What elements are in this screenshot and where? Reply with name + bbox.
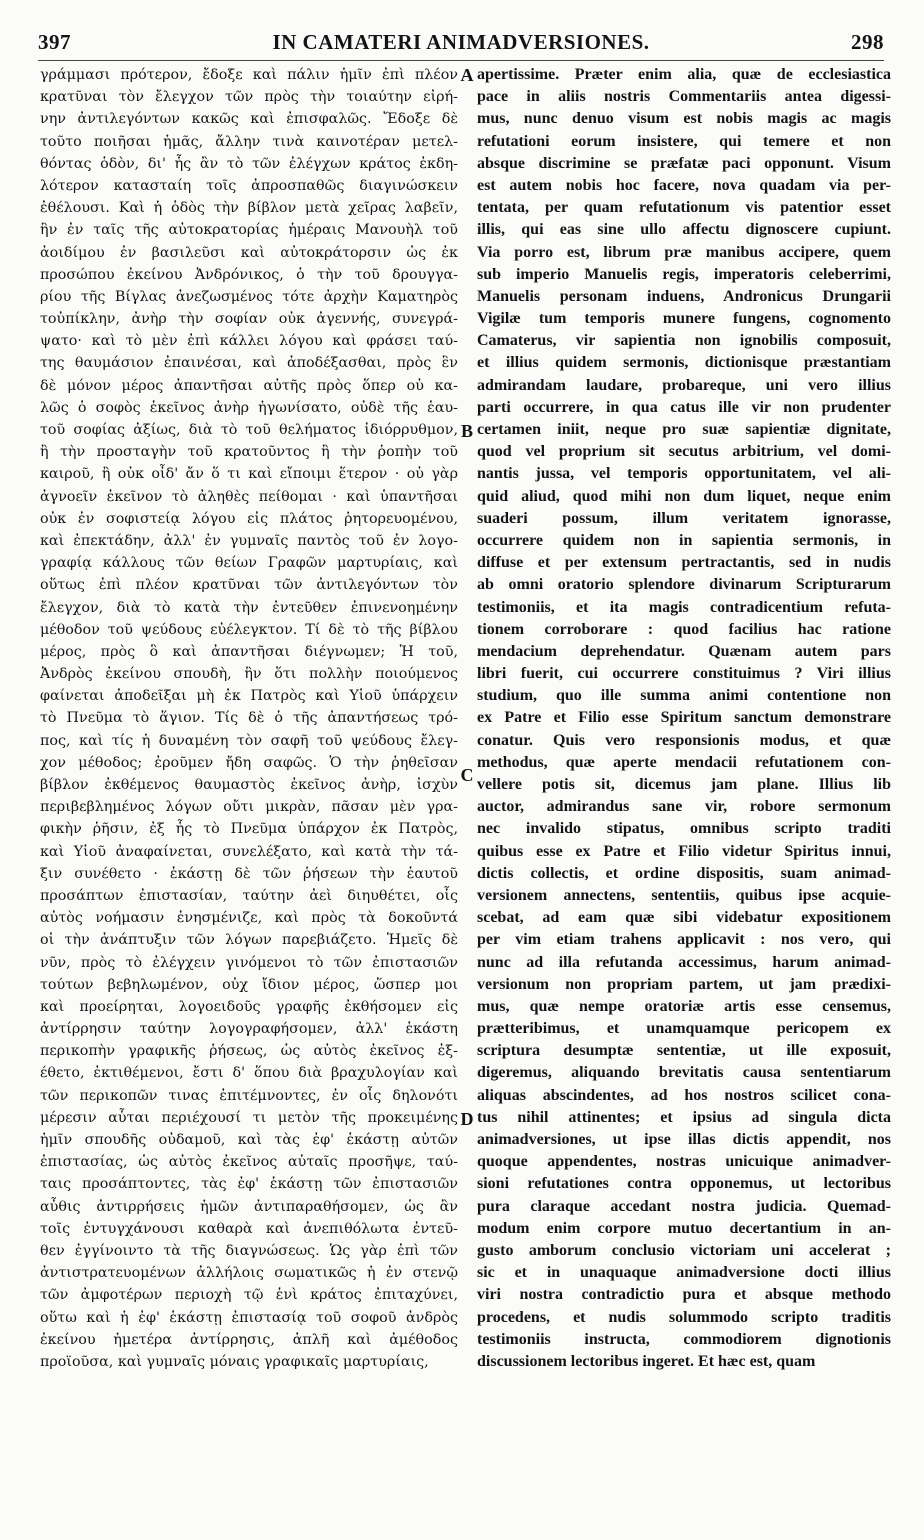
text-line: περικοπὴν γραφικῆς ῥήσεως, ὡς αὐτὸς ἐκεῖνος ἐξ- <box>40 1043 458 1060</box>
text-line: viri nostra contradictio pura et absque methodo <box>477 1286 891 1304</box>
text-line: Camaterus, vir sapientia non ignobilis composuit, <box>477 332 891 350</box>
text-line: mus, nunc denuo visum est nobis magis ac magis <box>477 110 891 128</box>
text-line: suaderi possum, illum veritatem ignorasse, <box>477 509 891 527</box>
text-line: γραφίᾳ κάλλους τῶν θείων Γραφῶν μαρτυρίαις, καὶ <box>40 555 458 572</box>
page-number-left: 397 <box>38 30 71 54</box>
text-line: parti occurrere, in qua catus ille vir non prudenter <box>477 398 891 416</box>
text-line: τοῖς ἐντυγχάνουσι καθαρὰ καὶ ἀνεπιθόλωτα ἐντεῦ- <box>40 1220 458 1237</box>
text-line: per vim etiam trahens applicavit : nos vero, qui <box>477 931 891 949</box>
text-line: βίβλον ἐκθέμενος θαυμαστὸς ἐκεῖνος ἀνὴρ, ἰσχὺν <box>40 777 458 793</box>
text-line: θόντας ὁδὸν, δι' ἧς ἂν τὸ τῶν ἐλέγχων κράτος ἐκδη- <box>40 155 458 172</box>
text-line: κρατῦναι τὸν ἔλεγχον τῶν πρὸς τὴν τοιαύτην εἰρή- <box>40 89 458 106</box>
page-number-right: 298 <box>851 30 884 54</box>
text-line: aliquas abscindentes, ad hos nostros scilicet cona- <box>477 1086 891 1104</box>
text-line: μέρεσιν αὗται περιέχουσί τι μετὸν τῆς προκειμένης <box>40 1109 458 1126</box>
text-line: discussionem lectoribus ingeret. Et hæc est, quam <box>477 1352 816 1370</box>
text-line: χον μέθοδος; ἐροῦμεν ἤδη σαφῶς. Ὁ τὴν ῥηθεῖσαν <box>40 754 458 771</box>
text-line: conatur. Quis vero responsionis modus, et quæ <box>477 731 891 749</box>
text-line: τῶν περικοπῶν τινας ἐπιτέμνοντες, ἐν οἷς δηλονότι <box>40 1087 458 1104</box>
text-line: της θαυμάσιον ἐπαινέσαι, καὶ ἀποδέξασθαι, πρὸς ἓν <box>40 355 458 372</box>
text-line: ξιν συνέθετο · ἑκάστῃ δὲ τῶν ῥήσεων τὴν ἑαυτοῦ <box>40 865 458 882</box>
text-line: methodus, quæ aperte mendacii refutationem con- <box>477 753 891 771</box>
text-line: nec invalido stipatus, omnibus scripto traditi <box>477 820 891 838</box>
text-line: est autem nobis hoc facere, nova quadam via per- <box>477 176 891 194</box>
text-line: τοῦ σοφίας ἀξίως, διὰ τὸ τοῦ θελήματος ἰδιόρρυθμον, <box>40 422 458 438</box>
text-line: τούτων βεβηλωμένον, οὐχ ἴδιον μέρος, ὥσπερ μοι <box>40 976 458 993</box>
text-line: ταις προσάπτοντες, τὰς ἐφ' ἑκάστῃ τῶν ἐπιστασιῶν <box>40 1176 458 1193</box>
text-line: ἐκείνου ἡμετέρα ἀντίρρησις, ἁπλῆ καὶ ἀμέθοδος <box>40 1331 458 1348</box>
margin-marker-c: C <box>460 765 474 785</box>
text-line: ἡμῖν σπουδῆς οὐδαμοῦ, καὶ τὰς ἐφ' ἑκάστῃ αὐτῶν <box>40 1132 458 1148</box>
text-line: mus, quæ nempe oratoriæ artis esse censemus, <box>477 997 891 1015</box>
text-line: studium, quo ille summa animi contentione non <box>477 687 891 705</box>
text-line: quibus esse ex Patre et Filio videtur Spiritus innui, <box>477 842 891 860</box>
text-line: ἀγνοεῖν ἐκεῖνον τὸ ἀληθὲς πείθομαι · καὶ ὑπαντῆσαι <box>40 488 458 505</box>
text-line: absque discrimine se præfatæ paci opponunt. Visum <box>477 154 891 172</box>
text-line: sic et in unaquaque animadversione docti illius <box>477 1264 891 1282</box>
text-line: μέθοδον τοῦ ψεύδους εὐέλεγκτον. Τί δὲ τὸ τῆς βίβλου <box>40 621 458 638</box>
text-line: λῶς ὁ σοφὸς ἐκεῖνος ἀνὴρ ἠγωνίσατο, οὐδὲ τῆς ἑαυ- <box>40 399 458 416</box>
text-line: φικὴν ῥῆσιν, ἐξ ἧς τὸ Πνεῦμα ὑπάρχον ἐκ Πατρὸς, <box>40 821 458 838</box>
text-line: gusto amborum conclusio victoriam uni accelerat ; <box>477 1241 891 1259</box>
text-line: apertissime. Præter enim alia, quæ de ecclesiastica <box>477 66 891 83</box>
text-line: πος, καὶ τίς ἡ δυναμένη τὸν σαφῆ τοῦ ψεύδους ἔλεγ- <box>40 732 458 749</box>
text-line: certamen iniit, neque pro suæ sapientiæ dignitate, <box>477 421 891 438</box>
text-line: θεν ἐγγίνοιντο τὰ τῆς διαγνώσεως. Ὡς γὰρ ἐπὶ τῶν <box>40 1242 458 1259</box>
text-line: καὶ προείρηται, λογοειδοῦς γραφῆς ἐκθήσομεν εἰς <box>40 998 458 1015</box>
running-header <box>38 30 884 60</box>
text-line: έθετο, ἐκτιθέμενοι, ἔστι δ' ὅπου διὰ βραχυλογίαν καὶ <box>40 1065 458 1082</box>
text-line: Ἀνδρὸς ἐκείνου σπουδὴ, ἣν ὅτι πολλὴν ποιούμενος <box>40 666 458 683</box>
text-line: προσάπτων ἐπιστασίαν, ταύτην ἀεὶ διηυθέτει, οἷς <box>40 887 458 904</box>
text-line: οὐκ ἐν σοφιστείᾳ λόγου εἰς πλάτος ῥητορευομένου, <box>40 510 458 527</box>
text-line: auctor, admirandus sane vir, robore sermonum <box>477 798 891 816</box>
text-line: quod vel proprium sit secutus arbitrium, vel domi- <box>477 443 891 461</box>
text-line: modum enim corpore mutuo decertantium in an- <box>477 1219 891 1237</box>
text-line: νην ἀντιλεγόντων κακῶς καὶ ἐπισφαλῶς. Ἔδοξε δὲ <box>40 111 458 128</box>
margin-marker-d: D <box>460 1109 474 1129</box>
text-line: digeremus, aliquando brevitatis causa sententiarum <box>477 1064 891 1082</box>
text-line: καιροῦ, ἢ οὐκ οἶδ' ἄν ὅ τι καὶ εἴποιμι ἕτερον · οὐ γὰρ <box>40 466 458 483</box>
text-line: Manuelis personam induens, Andronicus Drungarii <box>477 287 891 305</box>
text-line: mendacium deprehendatur. Quænam autem pars <box>477 642 891 660</box>
text-line: quid aliud, quod mihi non dum liquet, neque enim <box>477 487 891 505</box>
text-line: οὕτως ἐπὶ πλέον κρατῦναι τῶν ἀντιλεγόντων τὸν <box>40 577 458 594</box>
text-line: occurrere quidem non in sapientia sermonis, in <box>477 531 891 549</box>
text-line: Vigilæ tum temporis munere fungens, cognomento <box>477 310 891 328</box>
text-line: τὸ Πνεῦμα τὸ ἅγιον. Τίς δὲ ὁ τῆς ἀπαντήσεως τρό- <box>40 710 458 727</box>
text-line: testimoniis, et ita magis contradicentium refuta- <box>477 598 891 616</box>
margin-marker-a: A <box>460 65 474 85</box>
text-line: Via porro est, librum præ manibus accipere, quem <box>477 243 891 261</box>
text-line: δὲ μόνον μέρος ἀπαντῆσαι αὐτῆς πρὸς ὅπερ οὐ κα- <box>40 377 458 394</box>
text-line: versionum non propriam partem, ut jam prædixi- <box>477 975 891 993</box>
text-line: λότερον κατασταίη τοῖς ἀπροσπαθῶς διαγινώσκειν <box>40 177 458 194</box>
text-line: scriptura desumptæ sententiæ, ut ille exposuit, <box>477 1042 891 1060</box>
text-line: sub imperio Manuelis regis, imperatoris celeberrimi, <box>477 265 891 283</box>
text-line: procedens, et nudis solummodo scripto traditis <box>477 1308 891 1326</box>
margin-marker-b: B <box>460 421 473 441</box>
header-rule <box>38 60 884 61</box>
text-line: illis, qui eas sine ullo affectu dignoscere cupiunt. <box>477 221 891 239</box>
text-line: sioni refutationes contra opponemus, ut lectoribus <box>477 1175 891 1193</box>
text-line: libri fuerit, cui occurrere constituimus ? Viri illius <box>477 665 891 683</box>
text-line: pace in aliis nostris Commentariis antea digessi- <box>477 88 891 106</box>
text-line: περιβεβλημένος λόγων οὔτι μικρὰν, πᾶσαν μὲν γρα- <box>40 799 458 816</box>
text-line: diffuse et per extensum pertractantis, sed in nudis <box>477 554 891 572</box>
text-line: ψατο· καὶ τὸ μὲν ἐπὶ κάλλει λόγου καὶ φράσει ταύ- <box>40 333 458 350</box>
text-line: tus nihil attinentes; et ipsius ad singula dicta <box>477 1108 891 1126</box>
text-line: ab omni oratorio splendore divinarum Scripturarum <box>477 576 891 594</box>
text-line: pura claraque accedant nostra judicia. Quemad- <box>477 1197 891 1215</box>
text-line: prætteribimus, et unamquamque pericopem ex <box>477 1020 891 1038</box>
text-line: μέρος, πρὸς ὃ καὶ ἀπαντῆσαι διέγνωμεν; Ἡ τοῦ, <box>40 643 458 660</box>
text-line: nunc ad illa refutanda accessimus, harum animad- <box>477 953 891 971</box>
text-line: animadversiones, ut ipse illas dictis appendit, nos <box>477 1131 891 1148</box>
text-line: vellere potis sit, dicemus jam plane. Illius lib <box>477 776 891 793</box>
text-line: νῦν, πρὸς τὸ ἐλέγχειν γινόμενοι τὸ τῶν ἐπιστασιῶν <box>40 954 458 971</box>
text-line: αὖθις ἀντιρρήσεις ἡμῶν ἀντιπαραθήσομεν, ὡς ἂν <box>40 1198 458 1215</box>
text-line: ἢ τὴν προσταγὴν τοῦ κρατοῦντος ἢ τὴν ῥοπὴν τοῦ <box>40 444 458 461</box>
text-line: φαίνεται ἀποδεῖξαι μὴ ἐκ Πατρὸς καὶ Υἱοῦ ὑπάρχειν <box>40 688 458 705</box>
text-line: ρίου τῆς Βίγλας ἀνεζωσμένος τότε ἀρχὴν Καματηρὸς <box>40 288 458 305</box>
text-line: quoque appendentes, nostras unicuique animadver- <box>477 1153 891 1171</box>
text-line: οὕτω καὶ ἡ ἐφ' ἑκάστῃ ἐπιστασίᾳ τοῦ σοφοῦ ἀνδρὸς <box>40 1309 458 1326</box>
text-line: καὶ Υἱοῦ ἀναφαίνεται, συνελέξατο, καὶ κατὰ τὴν τά- <box>40 843 458 860</box>
text-line: τοὐπίκλην, ἀνὴρ τὴν σοφίαν οὐκ ἀγεννής, συνεγρά- <box>40 311 458 328</box>
text-line: versionem annectens, sententiis, quibus ipse acquie- <box>477 886 891 904</box>
text-line: ἀντίρρησιν ταύτην λογογραφήσομεν, ἀλλ' ἑκάστη <box>40 1021 458 1038</box>
latin-text-column <box>477 64 891 1373</box>
text-line: ἀντιστρατευομένων ἀλλήλοις σωματικῶς ἡ ἐν στενῷ <box>40 1265 458 1282</box>
text-line: scebat, ad eam quæ sibi videbatur expositionem <box>477 909 891 927</box>
text-line: τῶν ἀμφοτέρων περιοχὴ τῷ ἑνὶ κράτος ἐπιταχύνει, <box>40 1287 458 1304</box>
text-line: καὶ ἐπεκτάδην, ἀλλ' ἐν γυμναῖς παντὸς τοῦ ἐν λογο- <box>40 532 458 549</box>
text-line: τοῦτο ποιῆσαι ἡμᾶς, ἄλλην τινὰ καινοτέραν μετελ- <box>40 133 458 150</box>
text-line: γράμμασι πρότερον, ἔδοξε καὶ πάλιν ἡμῖν ἐπὶ πλέον <box>40 67 458 83</box>
text-line: ἣν ἐν ταῖς τῆς αὐτοκρατορίας ἡμέραις Μανουὴλ τοῦ <box>40 222 458 239</box>
text-line: testimoniis instructa, commodiorem dignotionis <box>477 1330 891 1348</box>
text-line: οἱ τὴν ἀνάπτυξιν τῶν λόγων παρεβιάζετο. Ἡμεῖς δὲ <box>40 932 458 949</box>
text-line: ex Patre et Filio esse Spiritum sanctum demonstrare <box>477 709 891 727</box>
running-title: IN CAMATERI ANIMADVERSIONES. <box>272 30 650 54</box>
text-line: ἔλεγχον, διὰ τὸ κατὰ τὴν ἐντεῦθεν ἐπινενοημένην <box>40 599 458 616</box>
text-line: tionem corroborare : quod facilius hac ratione <box>477 620 891 638</box>
text-line: ἀοιδίμου ἐν βασιλεῦσι καὶ αὐτοκράτορσιν ὡς ἐκ <box>40 244 458 261</box>
text-line: refutationi eorum insistere, qui temere et non <box>477 132 891 150</box>
greek-text-column <box>40 64 458 1373</box>
text-line: ἐθέλουσι. Καὶ ἡ ὁδὸς τὴν βίβλον μετὰ χεῖρας λαβεῖν, <box>40 200 458 217</box>
text-line: nantis jussa, vel temporis opportunitatem, vel ali- <box>477 465 891 483</box>
text-line: αὐτὸς νοήμασιν ἐνησμένιζε, καὶ πρὸς τὰ δοκοῦντά <box>40 910 458 927</box>
text-line: tentata, per quam refutationum vis patentior esset <box>477 199 891 217</box>
text-line: ἐπιστασίας, ὡς αὐτὸς ἐκεῖνος αὐταῖς προσῆψε, ταύ- <box>40 1154 458 1171</box>
text-line: et illius quidem sermonis, dictionisque præstantiam <box>477 354 891 372</box>
text-line: admirandam laudare, probareque, uni vero illius <box>477 376 891 394</box>
text-line: προσώπου ἐκείνου Ἀνδρόνικος, ὁ τὴν τοῦ δρουγγα- <box>40 266 458 283</box>
text-line: προϊοῦσα, καὶ γυμναῖς μόναις γραφικαῖς μαρτυρίαις, <box>40 1353 429 1370</box>
text-line: dictis collectis, et ordine dispositis, suam animad- <box>477 864 891 882</box>
